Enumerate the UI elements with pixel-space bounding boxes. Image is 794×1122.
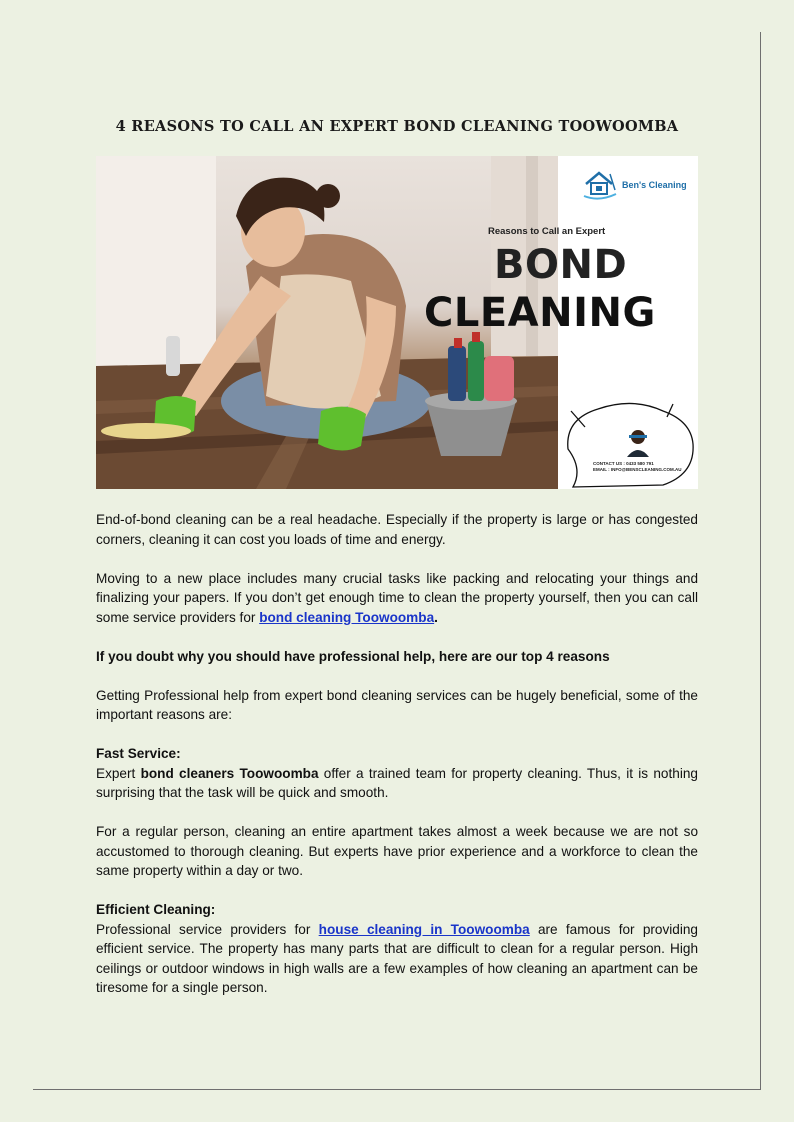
page-border-bottom: [33, 1089, 761, 1090]
house-cleaning-link[interactable]: house cleaning in Toowoomba: [318, 921, 530, 937]
paragraph-moving-end: .: [434, 609, 438, 625]
efficient-text-end: are famous for providing efficient service. The property has many parts that are difficult to clean for a regular person. High ceilings or outdoor windows in high walls are a few examples of how cleaning an apartment can be tiresome for a single person.: [96, 921, 698, 995]
bond-cleaning-link[interactable]: bond cleaning Toowoomba: [259, 609, 435, 625]
hero-contact-email: EMAIL : INFO@BENSCLEANING.COM.AU: [593, 467, 682, 472]
speech-burst-icon: [563, 399, 698, 489]
paragraph-regular-person: For a regular person, cleaning an entire apartment takes almost a week because we are not so accustomed to thorough cleaning. But experts have prior experience and a workforce to clean the same property within a day or two.: [96, 824, 698, 878]
paragraph-reasons-lead: [96, 647, 698, 667]
fast-service-text-start: Expert: [96, 765, 141, 781]
bond-cleaners-bold: bond cleaners Toowoomba: [140, 765, 319, 781]
hero-image: [96, 156, 698, 489]
paragraph-efficient-cleaning: [96, 920, 698, 998]
brand-logo: [582, 170, 687, 200]
brand-name: Ben's Cleaning: [622, 180, 687, 190]
reasons-lead-text: If you doubt why you should have professional help, here are our top 4 reasons: [96, 648, 610, 664]
paragraph-fast-service: [96, 764, 698, 803]
paragraph-benefits: Getting Professional help from expert bond cleaning services can be hugely beneficial, some of the important reasons are:: [96, 687, 698, 722]
heading-fast-service: Fast Service:: [96, 746, 181, 761]
document-body: [96, 510, 698, 998]
heading-efficient-cleaning: Efficient Cleaning:: [96, 902, 216, 917]
hero-headline-bond: BOND: [494, 242, 628, 288]
efficient-text-start: Professional service providers for: [96, 921, 319, 937]
document-title: 4 REASONS TO CALL AN EXPERT BOND CLEANING TOOWOOMBA: [115, 118, 679, 135]
hero-contact-phone: CONTACT US : 0433 580 791: [593, 461, 654, 466]
house-logo-icon: [582, 170, 618, 200]
paragraph-intro: End-of-bond cleaning can be a real headache. Especially if the property is large or has congested corners, cleaning it can cost you loads of time and energy.: [96, 512, 698, 547]
paragraph-moving: [96, 569, 698, 628]
page-border-right: [760, 32, 761, 1090]
paragraph-moving-text: Moving to a new place includes many crucial tasks like packing and relocating your things and finalizing your papers. If you don’t get enough time to clean the property yourself, then you can call some service providers for: [96, 570, 698, 625]
hero-contact: [593, 461, 693, 473]
hero-headline-cleaning: CLEANING: [424, 290, 656, 336]
hero-tagline: Reasons to Call an Expert: [488, 226, 606, 237]
fast-service-text-end: offer a trained team for property cleaning. Thus, it is nothing surprising that the task will be quick and smooth.: [96, 765, 698, 800]
